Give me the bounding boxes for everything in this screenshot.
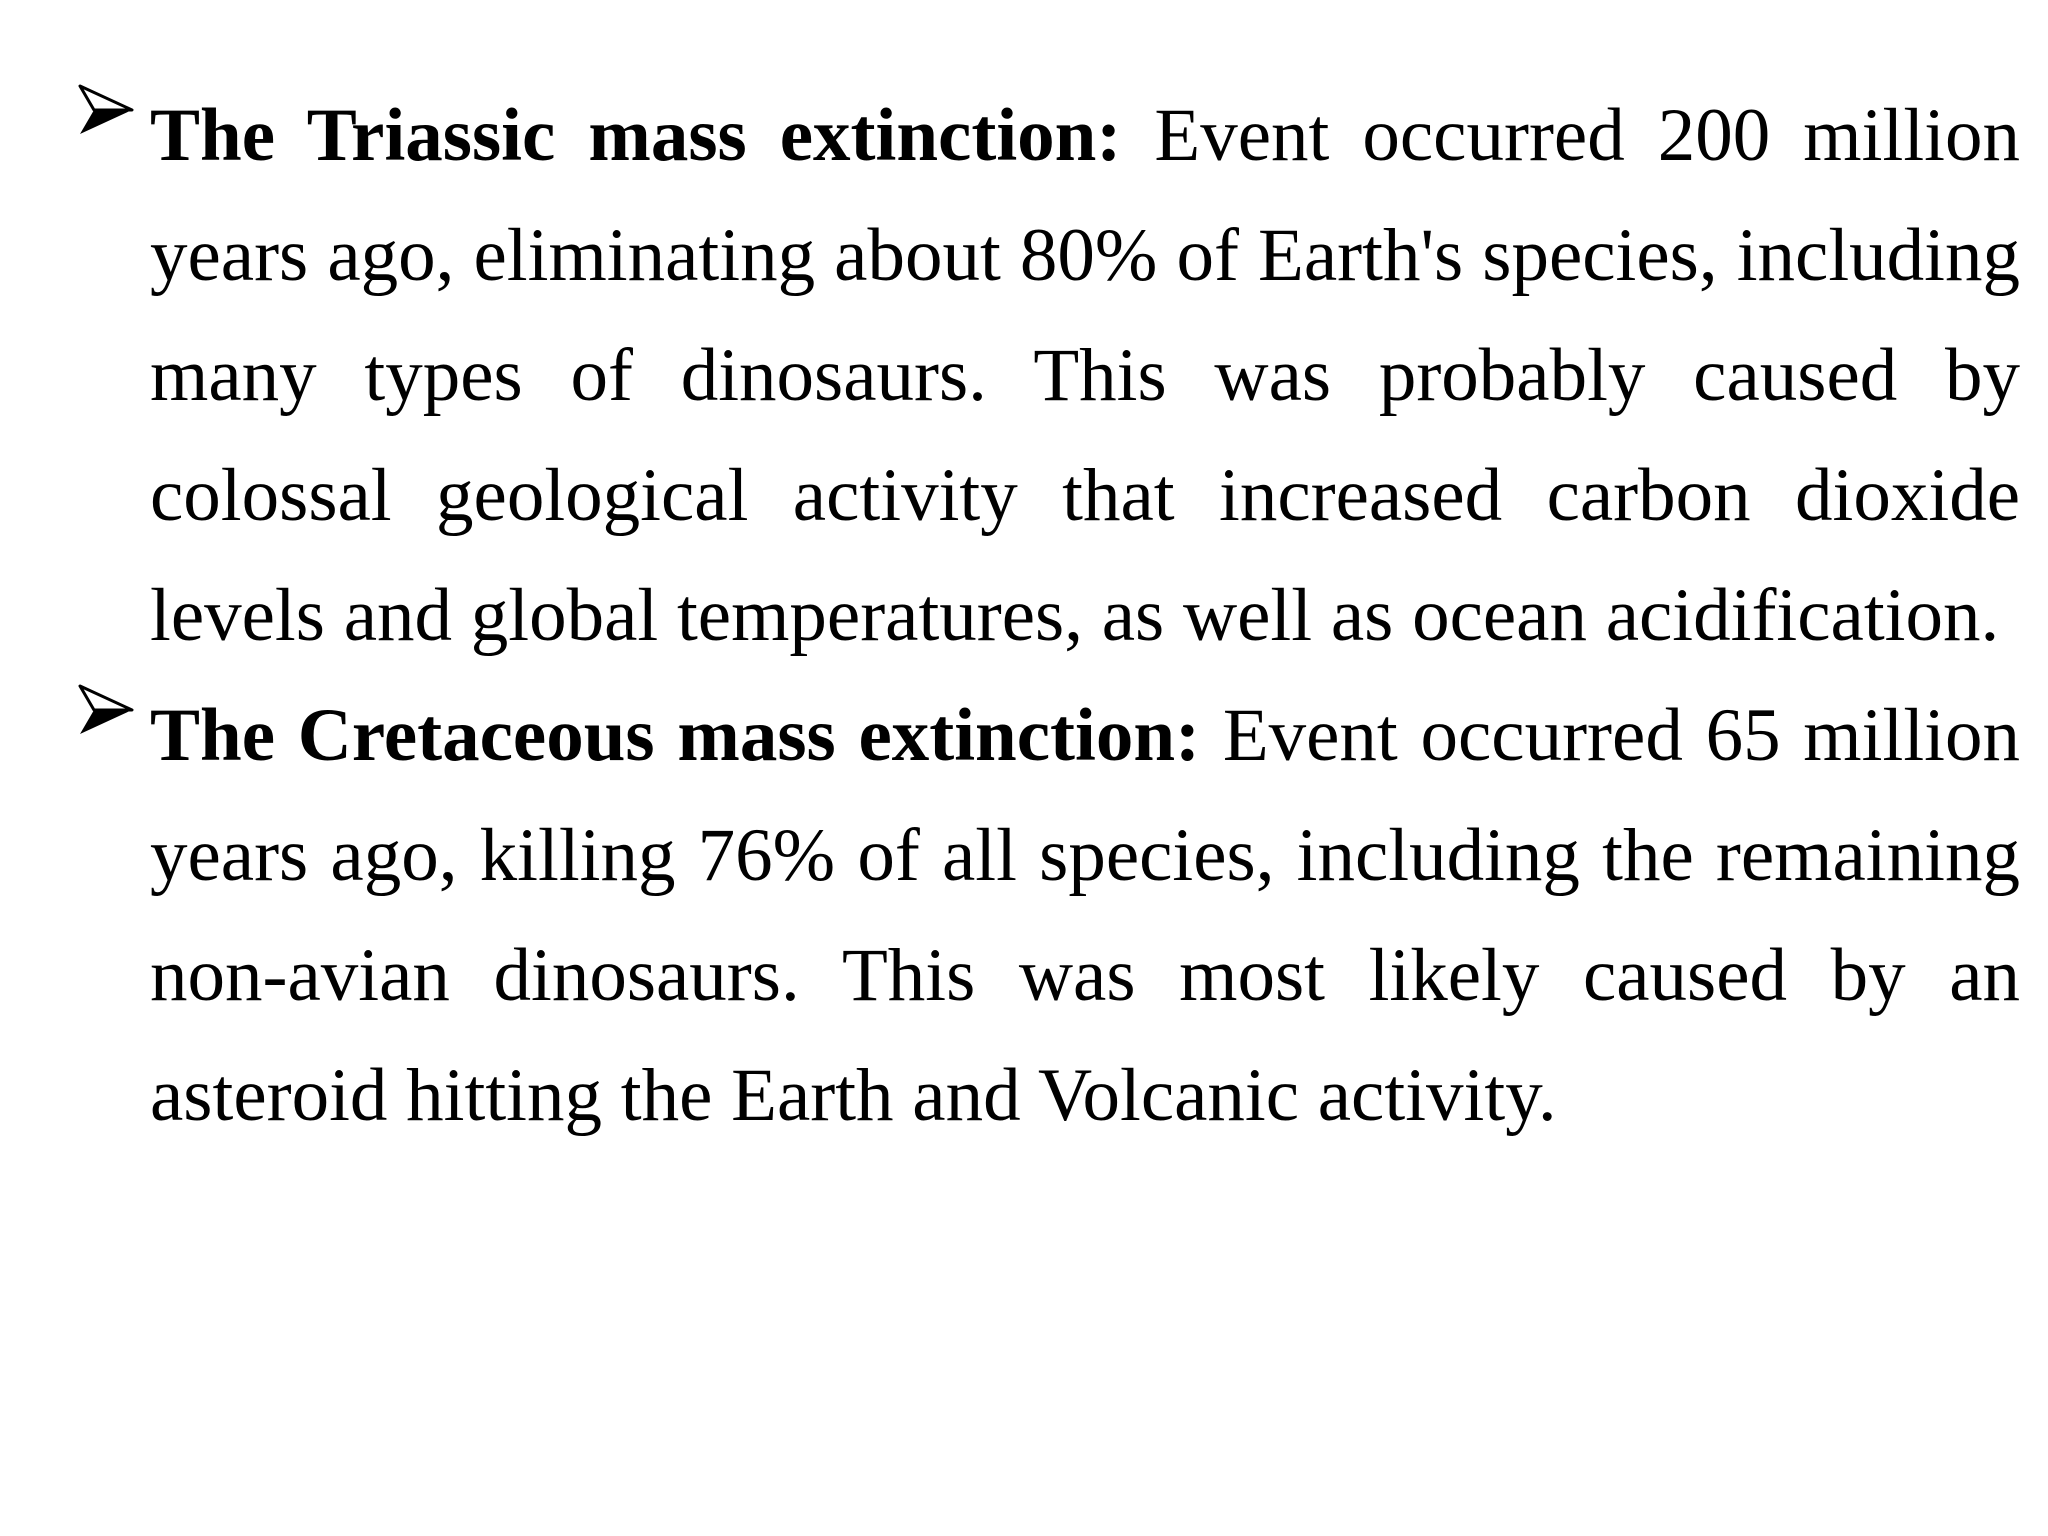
arrowhead-bullet-icon xyxy=(76,80,136,140)
arrowhead-bullet-icon xyxy=(76,680,136,740)
bullet-term: The Cretaceous mass extinction: xyxy=(150,694,1201,777)
bullet-cretaceous xyxy=(72,676,2020,1156)
bullet-term: The Triassic mass extinction: xyxy=(150,94,1122,177)
bullet-list xyxy=(72,76,2020,1156)
bullet-triassic xyxy=(72,76,2020,676)
bullet-text: Event occurred 200 million years ago, eliminating about 80% of Earth's species, including many types of dinosaurs. This was probably caused by colossal geological activity that increased carbon dioxide levels and global temperatures, as well as ocean acidification. xyxy=(150,94,2020,657)
bullet-text: Event occurred 65 million years ago, killing 76% of all species, including the remaining non-avian dinosaurs. This was most likely caused by an asteroid hitting the Earth and Volcanic activity. xyxy=(150,694,2020,1137)
